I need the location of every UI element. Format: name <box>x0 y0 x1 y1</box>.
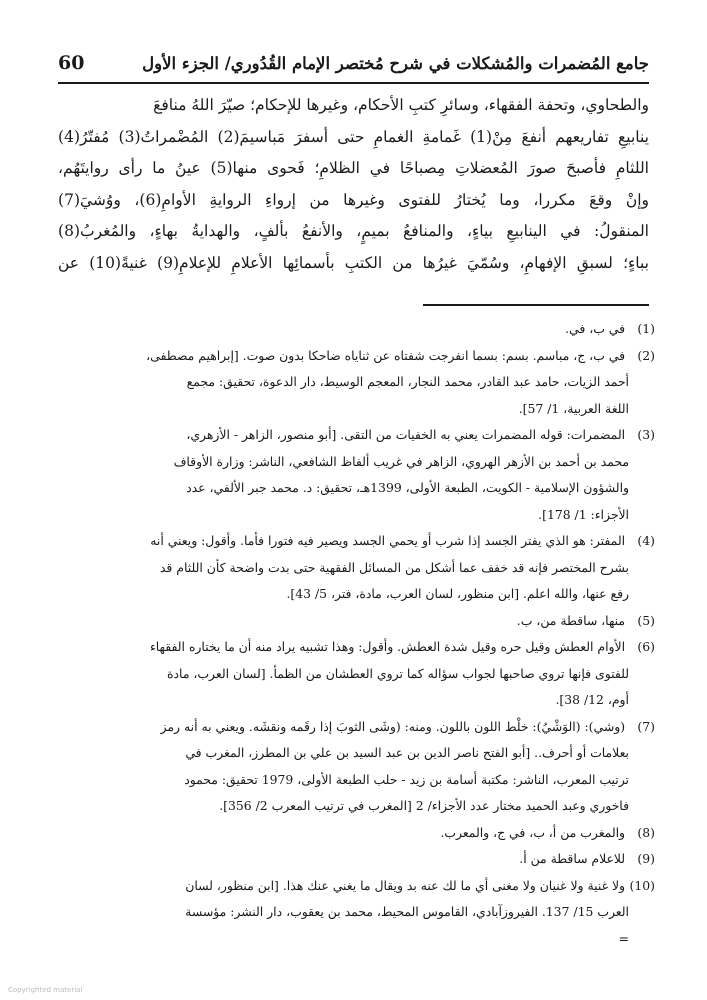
footnotes <box>54 316 655 952</box>
text-line: المنقولُ: في الينابيعِ بياءٍ، والمنافعُ بميمٍ، والأنفعُ بألفٍ، والهدايةُ بهاءٍ، والمُغربُ(8) <box>58 222 649 240</box>
footnote-text: منها، ساقطة من، ب. <box>516 612 626 628</box>
footnote-text: الأجزاء: 1/ 178]. <box>538 506 629 522</box>
footnote-text: الأوام العطش وقيل حره وقيل شدة العطش. وأقول: وهذا تشبيه يراد منه أن ما يختاره الفقهاء <box>149 639 626 654</box>
running-title: جامع المُضمرات والمُشكلات في شرح مُختصر الإمام القُدُوري/ الجزء الأول <box>142 53 649 73</box>
footnote-number: (7) <box>637 718 655 734</box>
footnote-number: (4) <box>637 533 655 548</box>
footnote-text: والمغرب من أ، ب، في ج، والمعرب. <box>440 824 626 840</box>
footnote-text: بعلامات أو أحرف.. [أبو الفتح ناصر الدين بن عبد السيد بن علي بن المطرز، المغرب في <box>185 745 629 760</box>
footnote-text: في ب، في. <box>565 321 626 336</box>
footnote-text: المفتر: هو الذي يفتر الجسد إذا شرب أو يحمي الجسد ويصير فيه فتورا فأما. وأقول: ويعني أنه <box>150 533 626 548</box>
footnote <box>54 634 655 714</box>
footnote-text: رفع عنها، والله اعلم. [ابن منظور، لسان العرب، مادة، فتر، 5/ 43]. <box>286 586 629 601</box>
footnote-text: ولا غنية ولا غنيان ولا مغنى أي ما لك عنه بد ويقال ما يغني عنك هذا. [ابن منظور، لسان <box>185 877 626 893</box>
footnote-text: أحمد الزيات، حامد عبد القادر، محمد النجار، المعجم الوسيط، دار الدعوة، تحقيق: مجمع <box>186 374 629 389</box>
text-line: اللثامِ فأصبحَ صورَ المُعضلاتِ مِصباحًا في الظلامِ؛ فَحوى منها(5) عينُ ما رأى روايتَهُم، <box>58 159 649 177</box>
footnote-number: (8) <box>637 824 655 840</box>
footnote-text: (وشي): (الوَشْيُ): خلْط اللون باللون. ومنه: (وشَى الثوبَ إذا رقَمه ونقشَه. ويعني به أنه رمز <box>160 718 626 734</box>
footnote-number: (2) <box>637 347 655 363</box>
footnote-text: أوم، 12/ 38]. <box>555 692 629 707</box>
copyright-watermark: Copyrighted material <box>8 986 83 994</box>
footnote <box>54 714 655 820</box>
footnote-text: = <box>618 930 629 946</box>
footnote <box>54 846 655 873</box>
text-line: وإنْ وقعَ مكررا، وما يُختارُ للفتوى وغيرها من إرواءِ الروايةِ الأوامِ(6)، ووُشيَ(7) <box>58 190 649 209</box>
main-text <box>58 90 649 279</box>
page-number: 60 <box>58 52 85 74</box>
footnote-number: (9) <box>637 851 655 866</box>
footnote <box>54 820 655 847</box>
footnote-number: (1) <box>637 321 655 336</box>
footnote <box>54 873 655 953</box>
footnote-text: في ب، ج، مباسم. بسم: بسما انفرجت شفتاه عن ثناياه ضاحكا بدون صوت. [إبراهيم مصطفى، <box>146 347 626 363</box>
footnote-text: بشرح المختصر فإنه قد خفف عما أشكل من المسائل الفقهية حتى بدت واضحة كأن اللثام قد <box>159 559 629 575</box>
running-header <box>58 48 649 78</box>
header-rule <box>58 82 649 84</box>
footnote-text: للفتوى فإنها تروي صاحبها لجواب سؤاله كما تروي العطشان من الظمأ. [لسان العرب، مادة <box>167 665 629 681</box>
text-line: بباءٍ؛ لسبقِ الإفهامِ، وسُمّيَ غيرُها من الكتبِ بأسمائِها الأعلامِ للإعلامِ(9) غنيةً(10) عن <box>58 253 649 272</box>
footnote <box>54 343 655 423</box>
footnote-separator <box>423 304 649 306</box>
footnote-number: (6) <box>637 639 655 654</box>
footnote-number: (5) <box>637 612 655 628</box>
footnote-text: محمد بن أحمد بن الأزهر الهروي، الزاهر في غريب ألفاظ الشافعي، الناشر: وزارة الأوقاف <box>173 453 629 469</box>
footnote <box>54 422 655 528</box>
footnote-text: العرب 15/ 137. الفيروزآبادي، القاموس المحيط، محمد بن يعقوب، دار النشر: مؤسسة <box>185 904 629 919</box>
footnote-text: المضمرات: قوله المضمرات يعني به الخفيات من التقى. [أبو منصور، الزاهر - الأزهري، <box>186 427 626 442</box>
footnote-text: للاعلام ساقطة من أ. <box>519 851 626 866</box>
footnote <box>54 528 655 608</box>
text-line: ينابيعِ تفاريعهم أنفعَ مِنْ(1) غَمامةِ الغمامِ حتى أسفرَ مَباسيمَ(2) المُضْمراتُ(3) مُفتّرُ(4) <box>58 127 649 146</box>
footnote-number: (3) <box>637 427 655 442</box>
footnote-text: والشؤون الإسلامية - الكويت، الطبعة الأولى، 1399هـ، تحقيق: د. محمد جبر الألفي، عدد <box>186 480 629 495</box>
footnote <box>54 316 655 343</box>
text-line: والطحاوي، وتحفة الفقهاء، وسائرِ كتبِ الأحكام، وغيرها للإحكام؛ صيّرَ اللهُ منافعَ <box>153 96 649 114</box>
footnote <box>54 608 655 635</box>
footnote-number: (10) <box>629 877 655 893</box>
footnote-text: فاخوري وعبد الحميد مختار عدد الأجزاء/ 2 [المغرب في ترتيب المعرب 2/ 356]. <box>219 798 629 813</box>
footnote-text: ترتيب المعرب، الناشر: مكتبة أسامة بن زيد - حلب الطبعة الأولى، 1979 تحقيق: محمود <box>184 771 629 787</box>
footnote-text: اللغة العربية، 1/ 57]. <box>518 400 629 416</box>
